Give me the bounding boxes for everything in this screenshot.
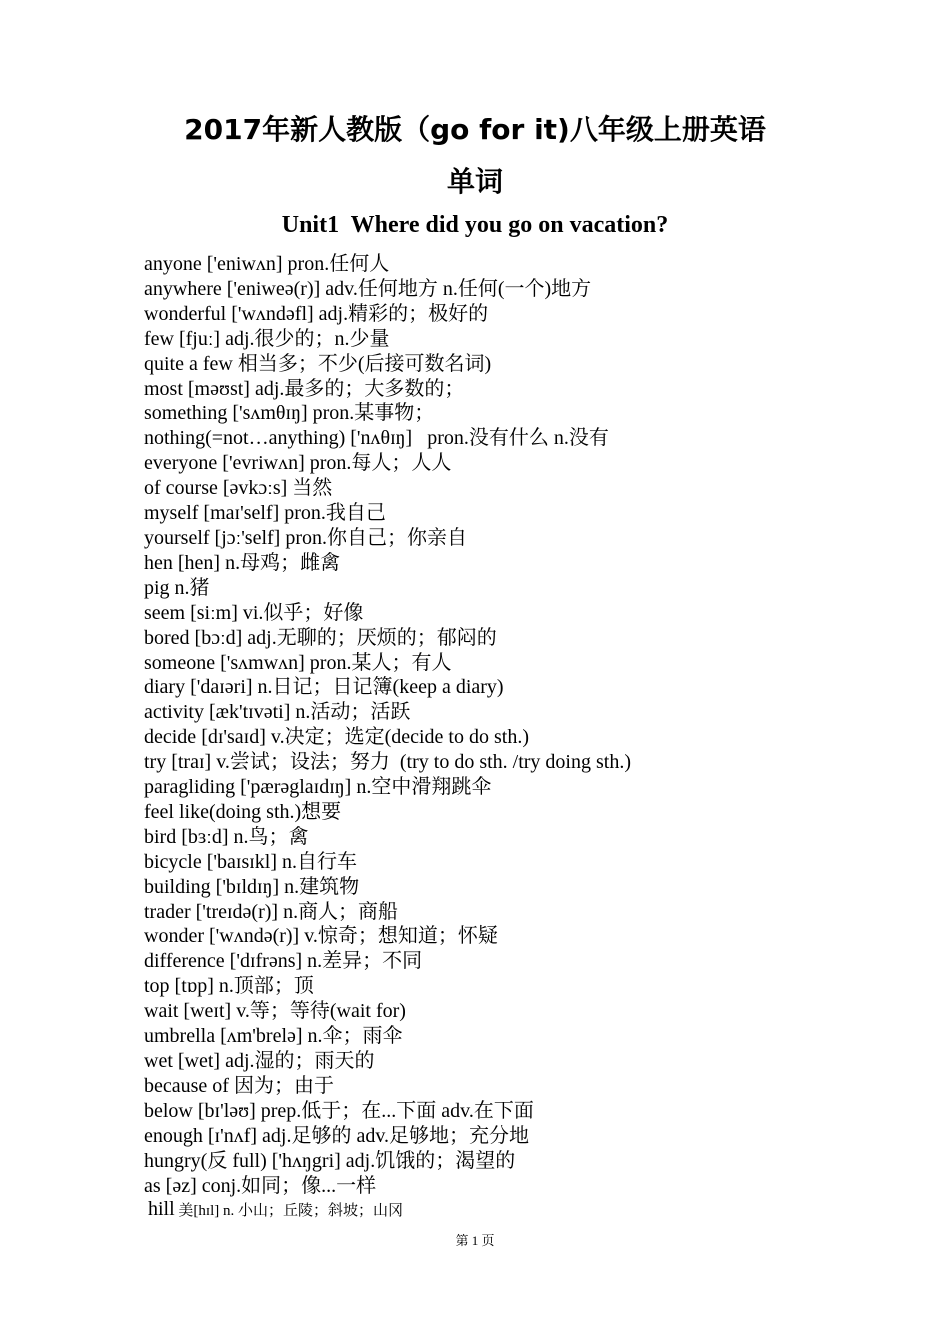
vocab-entry: because of 因为；由于 (144, 1074, 334, 1097)
vocab-entry: umbrella [ʌm'brelə] n.伞；雨伞 (144, 1025, 403, 1048)
page-title (0, 104, 950, 208)
vocab-entry: hungry(反 full) ['hʌŋgri] adj.饥饿的；渴望的 (144, 1149, 516, 1172)
vocab-entry: anywhere ['eniweə(r)] adv.任何地方 n.任何(一个)地方 (144, 277, 592, 300)
vocab-entry: diary ['daɪəri] n.日记；日记簿(keep a diary) (144, 676, 504, 699)
vocab-entry: myself [maɪ'self] pron.我自己 (144, 502, 386, 525)
vocab-entry: wait [weɪt] v.等；等待(wait for) (144, 1000, 406, 1023)
page-number: 第 1 页 (455, 1233, 495, 1248)
vocab-entry: as [əz] conj.如同；像...一样 (144, 1174, 377, 1197)
vocab-entry: wonderful ['wʌndəfl] adj.精彩的；极好的 (144, 302, 489, 325)
vocab-entry: enough [ɪ'nʌf] adj.足够的 adv.足够地；充分地 (144, 1124, 530, 1147)
vocab-entry: nothing(=not…anything) ['nʌθɪŋ] pron.没有什么 n.没有 (144, 427, 609, 450)
unit-heading: Unit1 Where did you go on vacation? (281, 212, 669, 238)
vocab-entry: bored [bɔːd] adj.无聊的；厌烦的；郁闷的 (144, 626, 497, 649)
vocab-entry: decide [dɪ'saɪd] v.决定；选定(decide to do sth.) (144, 726, 529, 749)
title-line-2: 单词 (446, 165, 503, 198)
vocab-entry: paragliding ['pærəglaɪdɪŋ] n.空中滑翔跳伞 (144, 776, 492, 799)
vocab-entry: most [məʊst] adj.最多的；大多数的； (144, 377, 465, 400)
vocab-entry: something ['sʌmθɪŋ] pron.某事物； (144, 402, 435, 425)
vocab-entry: building ['bɪldɪŋ] n.建筑物 (144, 875, 360, 898)
vocab-entry: difference ['dɪfrəns] n.差异；不同 (144, 950, 423, 973)
vocab-entry: bicycle ['baɪsɪkl] n.自行车 (144, 850, 357, 873)
vocab-entry: wet [wet] adj.湿的；雨天的 (144, 1050, 375, 1072)
vocab-definition: 美[hɪl] n. 小山；丘陵；斜坡；山冈 (174, 1203, 403, 1219)
vocab-entry: top [tɒp] n.顶部；顶 (144, 975, 314, 998)
title-line-1: 2017年新人教版（go for it)八年级上册英语 (184, 113, 766, 146)
vocab-entry: below [bɪ'ləʊ] prep.低于；在...下面 adv.在下面 (144, 1099, 534, 1122)
vocab-entry: trader ['treɪdə(r)] n.商人；商船 (144, 900, 399, 923)
vocab-entry: seem [siːm] vi.似乎；好像 (144, 601, 364, 624)
vocab-entry: pig n.猪 (144, 576, 210, 599)
vocab-entry: quite a few 相当多；不少(后接可数名词) (144, 352, 492, 375)
vocab-entry: try [traɪ] v.尝试；设法；努力 (try to do sth. /try doing sth.) (144, 751, 631, 774)
vocab-entry: someone ['sʌmwʌn] pron.某人；有人 (144, 651, 452, 674)
vocab-entry-hill (148, 1197, 403, 1223)
vocab-entry: hen [hen] n.母鸡；雌禽 (144, 551, 341, 574)
vocabulary-list (144, 252, 631, 1198)
vocab-entry: few [fjuː] adj.很少的；n.少量 (144, 327, 390, 350)
vocab-entry: anyone ['eniwʌn] pron.任何人 (144, 253, 390, 275)
vocab-entry: wonder ['wʌndə(r)] v.惊奇；想知道；怀疑 (144, 925, 498, 948)
vocab-entry: of course [əvkɔːs] 当然 (144, 477, 333, 500)
vocab-entry: feel like(doing sth.)想要 (144, 800, 342, 823)
vocab-entry: yourself [jɔː'self] pron.你自己；你亲自 (144, 526, 467, 549)
vocab-entry: activity [æk'tɪvəti] n.活动；活跃 (144, 701, 411, 724)
vocab-word: hill (148, 1198, 175, 1220)
vocab-entry: everyone ['evriwʌn] pron.每人；人人 (144, 452, 452, 475)
vocab-entry: bird [bɜːd] n.鸟；禽 (144, 825, 309, 848)
